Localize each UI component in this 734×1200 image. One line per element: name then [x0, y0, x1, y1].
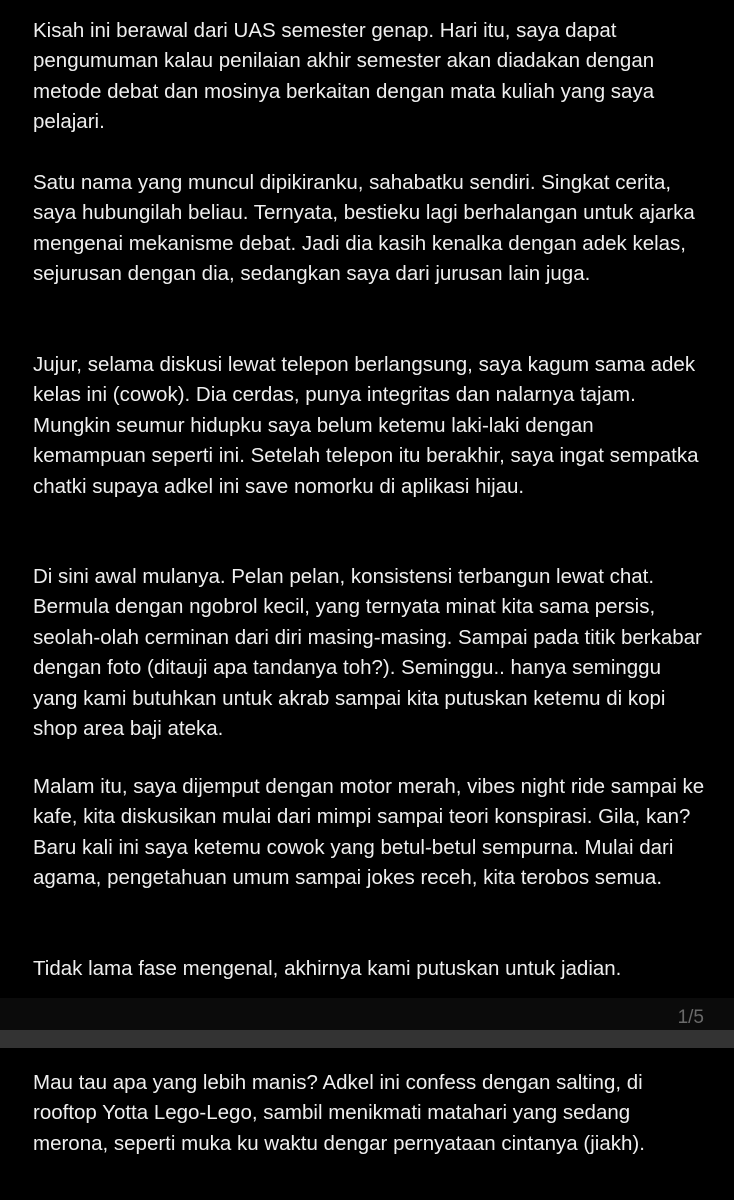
page-footer — [0, 998, 734, 1030]
story-paragraph: Kisah ini berawal dari UAS semester genap. Hari itu, saya dapat pengumuman kalau penilaian akhir semester akan diadakan dengan metode debat dan mosinya berkaitan dengan mata kuliah yang saya pelajari. — [33, 19, 655, 134]
story-paragraph: Malam itu, saya dijemput dengan motor merah, vibes night ride sampai ke kafe, kita diskusikan mulai dari mimpi sampai teori konspirasi. Gila, kan? Baru kali ini saya ketemu cowok yang betul-betul sempurna. Mulai dari agama, pengetahuan umum sampai jokes receh, kita terobos semua. — [33, 775, 705, 890]
story-paragraph: Di sini awal mulanya. Pelan pelan, konsistensi terbangun lewat chat. Bermula dengan ngobrol kecil, yang ternyata minat kita sama persis, seolah-olah cerminan dari diri masing-masing. Sampai pada titik berkabar dengan foto (ditauji apa tandanya toh?). Seminggu.. hanya seminggu yang kami butuhkan untuk akrab sampai kita putuskan ketemu di kopi shop area baji ateka. — [33, 565, 702, 741]
story-paragraph: Jujur, selama diskusi lewat telepon berlangsung, saya kagum sama adek kelas ini (cowok). Dia cerdas, punya integritas dan nalarnya tajam. Mungkin seumur hidupku saya belum ketemu laki-laki dengan kemampuan seperti ini. Setelah telepon itu berakhir, saya ingat sempatka chatki supaya adkel ini save nomorku di aplikasi hijau. — [33, 353, 699, 498]
page-counter: 1/5 — [677, 1007, 704, 1028]
story-paragraph: Mau tau apa yang lebih manis? Adkel ini confess dengan salting, di rooftop Yotta Lego-Lego, sambil menikmati matahari yang sedang merona, seperti muka ku waktu dengar pernyataan cintanya (jiakh). — [33, 1071, 645, 1155]
story-page-2 — [0, 1048, 734, 1200]
story-paragraph: Satu nama yang muncul dipikiranku, sahabatku sendiri. Singkat cerita, saya hubungilah beliau. Ternyata, bestieku lagi berhalangan untuk ajarka mengenai mekanisme debat. Jadi dia kasih kenalka dengan adek kelas, sejurusan dengan dia, sedangkan saya dari jurusan lain juga. — [33, 171, 695, 286]
page-divider — [0, 1030, 734, 1048]
story-paragraph: Tidak lama fase mengenal, akhirnya kami putuskan untuk jadian. — [33, 957, 622, 980]
